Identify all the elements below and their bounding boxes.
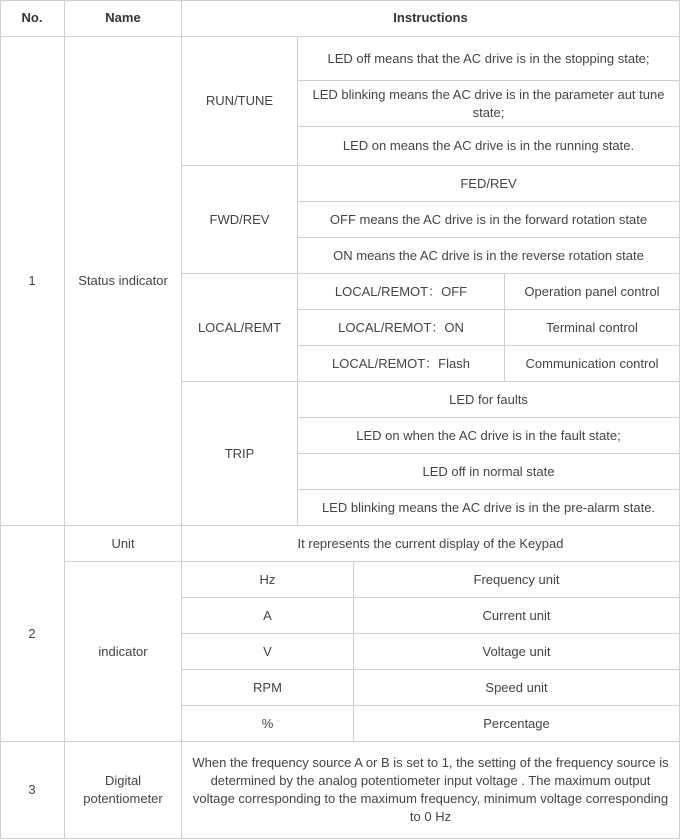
header-no: No. — [0, 0, 65, 37]
row3-description: When the frequency source A or B is set to 1, the setting of the frequency source is determined by the analog potentiometer input voltage . The maximum output voltage corresponding to the maximum frequency, minimum voltage corresponding to 0 Hz — [182, 742, 680, 839]
run-tune-item: LED off means that the AC drive is in the stopping state; — [298, 37, 680, 81]
run-tune-item: LED on means the AC drive is in the running state. — [298, 127, 680, 166]
unit-meaning: Percentage — [354, 706, 680, 742]
run-tune-label: RUN/TUNE — [182, 37, 298, 166]
row1-name: Status indicator — [65, 37, 182, 526]
row1-no: 1 — [0, 37, 65, 526]
unit-meaning: Current unit — [354, 598, 680, 634]
row3-name: Digital potentiometer — [65, 742, 182, 839]
unit-meaning: Voltage unit — [354, 634, 680, 670]
unit-meaning: Speed unit — [354, 670, 680, 706]
unit-symbol: Hz — [182, 562, 354, 598]
row2-description: It represents the current display of the Keypad — [182, 526, 680, 562]
trip-item: LED off in normal state — [298, 454, 680, 490]
unit-symbol: V — [182, 634, 354, 670]
header-instructions: Instructions — [182, 0, 680, 37]
local-remt-label: LOCAL/REMT — [182, 274, 298, 382]
unit-meaning: Frequency unit — [354, 562, 680, 598]
trip-item: LED for faults — [298, 382, 680, 418]
trip-item: LED blinking means the AC drive is in the pre-alarm state. — [298, 490, 680, 526]
local-remt-state: LOCAL/REMOT：OFF — [298, 274, 505, 310]
local-remt-meaning: Terminal control — [505, 310, 680, 346]
local-remt-state: LOCAL/REMOT：Flash — [298, 346, 505, 382]
row2-unit-label: Unit — [65, 526, 182, 562]
unit-symbol: RPM — [182, 670, 354, 706]
fwd-rev-item: FED/REV — [298, 166, 680, 202]
unit-symbol: % — [182, 706, 354, 742]
run-tune-item: LED blinking means the AC drive is in the parameter aut tune state; — [298, 81, 680, 127]
local-remt-state: LOCAL/REMOT：ON — [298, 310, 505, 346]
local-remt-meaning: Communication control — [505, 346, 680, 382]
header-name: Name — [65, 0, 182, 37]
trip-label: TRIP — [182, 382, 298, 526]
fwd-rev-item: OFF means the AC drive is in the forward rotation state — [298, 202, 680, 238]
trip-item: LED on when the AC drive is in the fault state; — [298, 418, 680, 454]
row2-indicator-label — [65, 562, 182, 742]
fwd-rev-item: ON means the AC drive is in the reverse rotation state — [298, 238, 680, 274]
local-remt-meaning: Operation panel control — [505, 274, 680, 310]
unit-symbol: A — [182, 598, 354, 634]
row2-no: 2 — [0, 526, 65, 742]
row2-indicator-text: indicator — [98, 643, 148, 659]
row3-no: 3 — [0, 742, 65, 839]
fwd-rev-label: FWD/REV — [182, 166, 298, 274]
